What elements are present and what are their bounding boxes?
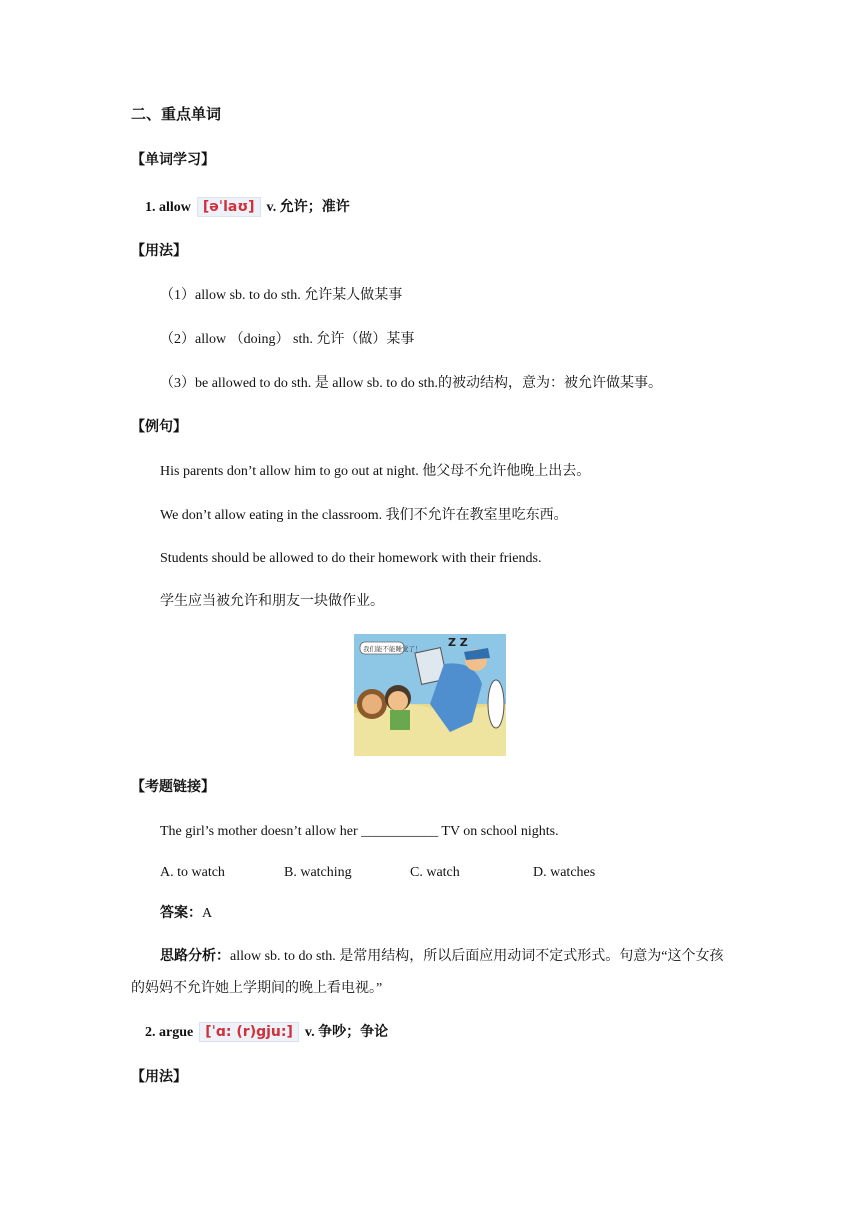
example-sentence: His parents don’t allow him to go out at night. 他父母不允许他晚上出去。: [160, 464, 591, 479]
word-head: 2. argue: [145, 1025, 194, 1040]
answer-value: A: [202, 906, 213, 921]
word-entry-allow: [145, 197, 350, 218]
question-text: The girl’s mother doesn’t allow her ___________ TV on school nights.: [160, 824, 559, 839]
option-b: B. watching: [284, 865, 352, 880]
usage-header: 【用法】: [131, 244, 187, 259]
example-translation: 学生应当被允许和朋友一块做作业。: [160, 594, 384, 609]
option-c: C. watch: [410, 865, 460, 880]
example-sentence: We don’t allow eating in the classroom. 我们不允许在教室里吃东西。: [160, 508, 568, 523]
option-a: A. to watch: [160, 865, 225, 880]
cartoon-illustration: [354, 634, 506, 756]
answer-line: [160, 904, 212, 924]
phonetic-label: [əˈlaʊ]: [197, 197, 261, 217]
analysis-label: 思路分析：: [160, 949, 230, 964]
example-sentence: Students should be allowed to do their homework with their friends.: [160, 551, 542, 566]
word-meaning: v. 允许；准许: [266, 200, 350, 215]
option-d: D. watches: [533, 865, 596, 880]
word-head: 1. allow: [145, 200, 191, 215]
study-header: 【单词学习】: [131, 153, 215, 168]
snore-text: Z Z: [448, 636, 468, 649]
word-meaning: v. 争吵；争论: [304, 1025, 389, 1040]
usage-item: （2）allow （doing） sth. 允许（做）某事: [160, 332, 415, 347]
exam-header: 【考题链接】: [131, 780, 215, 795]
usage-item: （3）be allowed to do sth. 是 allow sb. to do sth.的被动结构，意为：被允许做某事。: [160, 376, 663, 391]
speech-bubble-text: 我们能不能睡觉了！: [363, 645, 422, 653]
phonetic-label: [ˈɑ: (r)gju:]: [199, 1022, 299, 1042]
section-title: 二、重点单词: [131, 107, 222, 123]
word-entry-argue: [145, 1022, 388, 1043]
usage-item: （1）allow sb. to do sth. 允许某人做某事: [160, 288, 403, 303]
answer-label: 答案：: [160, 906, 202, 921]
usage-header-2: 【用法】: [131, 1070, 187, 1085]
example-header: 【例句】: [131, 420, 187, 435]
analysis-paragraph: [131, 941, 736, 1005]
analysis-text: allow sb. to do sth. 是常用结构，所以后面应用动词不定式形式。句意为“这个女孩的妈妈不允许她上学期间的晚上看电视。”: [131, 949, 724, 996]
